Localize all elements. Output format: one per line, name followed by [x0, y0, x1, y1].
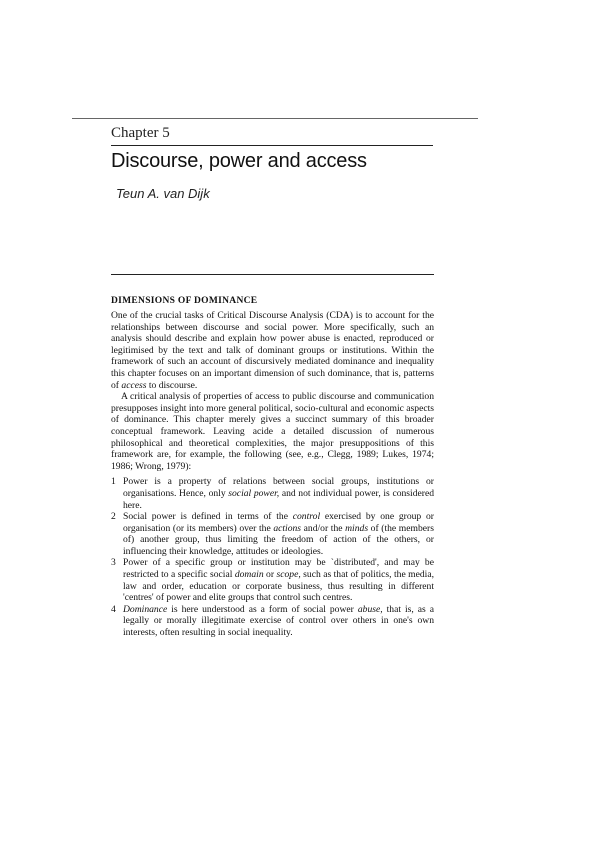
list-item-emphasis: domain [234, 569, 264, 581]
list-item-emphasis: abuse, [357, 603, 383, 615]
list-item-text: exercised by one group or organisation (or its members) over the [123, 511, 434, 534]
list-item-text: and/or the [301, 522, 346, 534]
list-item-text: is here understood as a form of social power [167, 603, 358, 615]
paragraph-1-text-end: to discourse. [146, 379, 198, 391]
title-rule [111, 145, 433, 146]
list-item-text: and not individual power, is considered here. [123, 487, 434, 511]
paragraph-1 [111, 310, 434, 391]
section-rule [111, 274, 434, 275]
paragraph-1-emphasis: access [121, 379, 147, 391]
list-item-text: Power of a specific group or institution may be `distributed', and may be restricted to a specific social [123, 557, 434, 581]
list-item-number: 2 [111, 511, 116, 523]
presupposition-list [111, 476, 434, 638]
section-heading: DIMENSIONS OF DOMINANCE [111, 296, 258, 306]
list-item-text: Social power is defined in terms of the [123, 511, 293, 523]
list-item-number: 4 [111, 603, 116, 615]
list-item-emphasis: social power, [228, 487, 280, 499]
list-item-emphasis: scope, [276, 569, 301, 581]
list-item-text: such as that of politics, the media, law and order, education or corporate business, thus resulting in different 'centres' of power and elite groups that control such centres. [123, 569, 434, 604]
list-item-emphasis: Dominance [123, 603, 168, 615]
chapter-label: Chapter 5 [111, 125, 170, 141]
list-item-number: 1 [111, 476, 116, 488]
list-item-emphasis: control [292, 511, 321, 523]
list-item-emphasis: actions [273, 522, 302, 534]
list-item-text: that is, as a legally or morally illegitimate exercise of control over others in one's own interests, often resulting in social inequality. [123, 603, 434, 639]
list-item-emphasis: minds [345, 522, 369, 534]
body-text [111, 310, 434, 639]
paragraph-2: A critical analysis of properties of access to public discourse and communication presupposes insight into more general political, socio-cultural and economic aspects of dominance. This chapter merely gives a succinct summary of this broader conceptual framework. Leaving acide a detailed discussion of numerous philosophical and theoretical complexities, the major presuppositions of this framework are, for example, the following (see, e.g., Clegg, 1989; Lukes, 1974; 1986; Wrong, 1979): [111, 391, 434, 472]
list-item [111, 557, 434, 603]
chapter-title: Discourse, power and access [111, 150, 367, 172]
paragraph-1-text: One of the crucial tasks of Critical Discourse Analysis (CDA) is to account for the relationships between discourse and social power. More specifically, such an analysis should describe and explain how power abuse is enacted, reproduced or legitimised by the text and talk of dominant groups or institutions. Within the framework of such an account of discursively mediated dominance and inequality this chapter focuses on an important dimension of such dominance, that is, patterns of [111, 310, 434, 391]
list-item-text: or [263, 569, 277, 581]
list-item-text: Power is a property of relations between social groups, institutions or organisations. Hence, only [123, 476, 434, 499]
list-item-number: 3 [111, 557, 116, 569]
list-item [111, 511, 434, 557]
author-name: Teun A. van Dijk [116, 186, 210, 201]
list-item [111, 476, 434, 511]
list-item-text: of (the members of) another group, thus limiting the freedom of action of the others, or influencing their knowledge, attitudes or ideologies. [123, 522, 434, 557]
list-item [111, 604, 434, 639]
top-rule [72, 118, 478, 119]
